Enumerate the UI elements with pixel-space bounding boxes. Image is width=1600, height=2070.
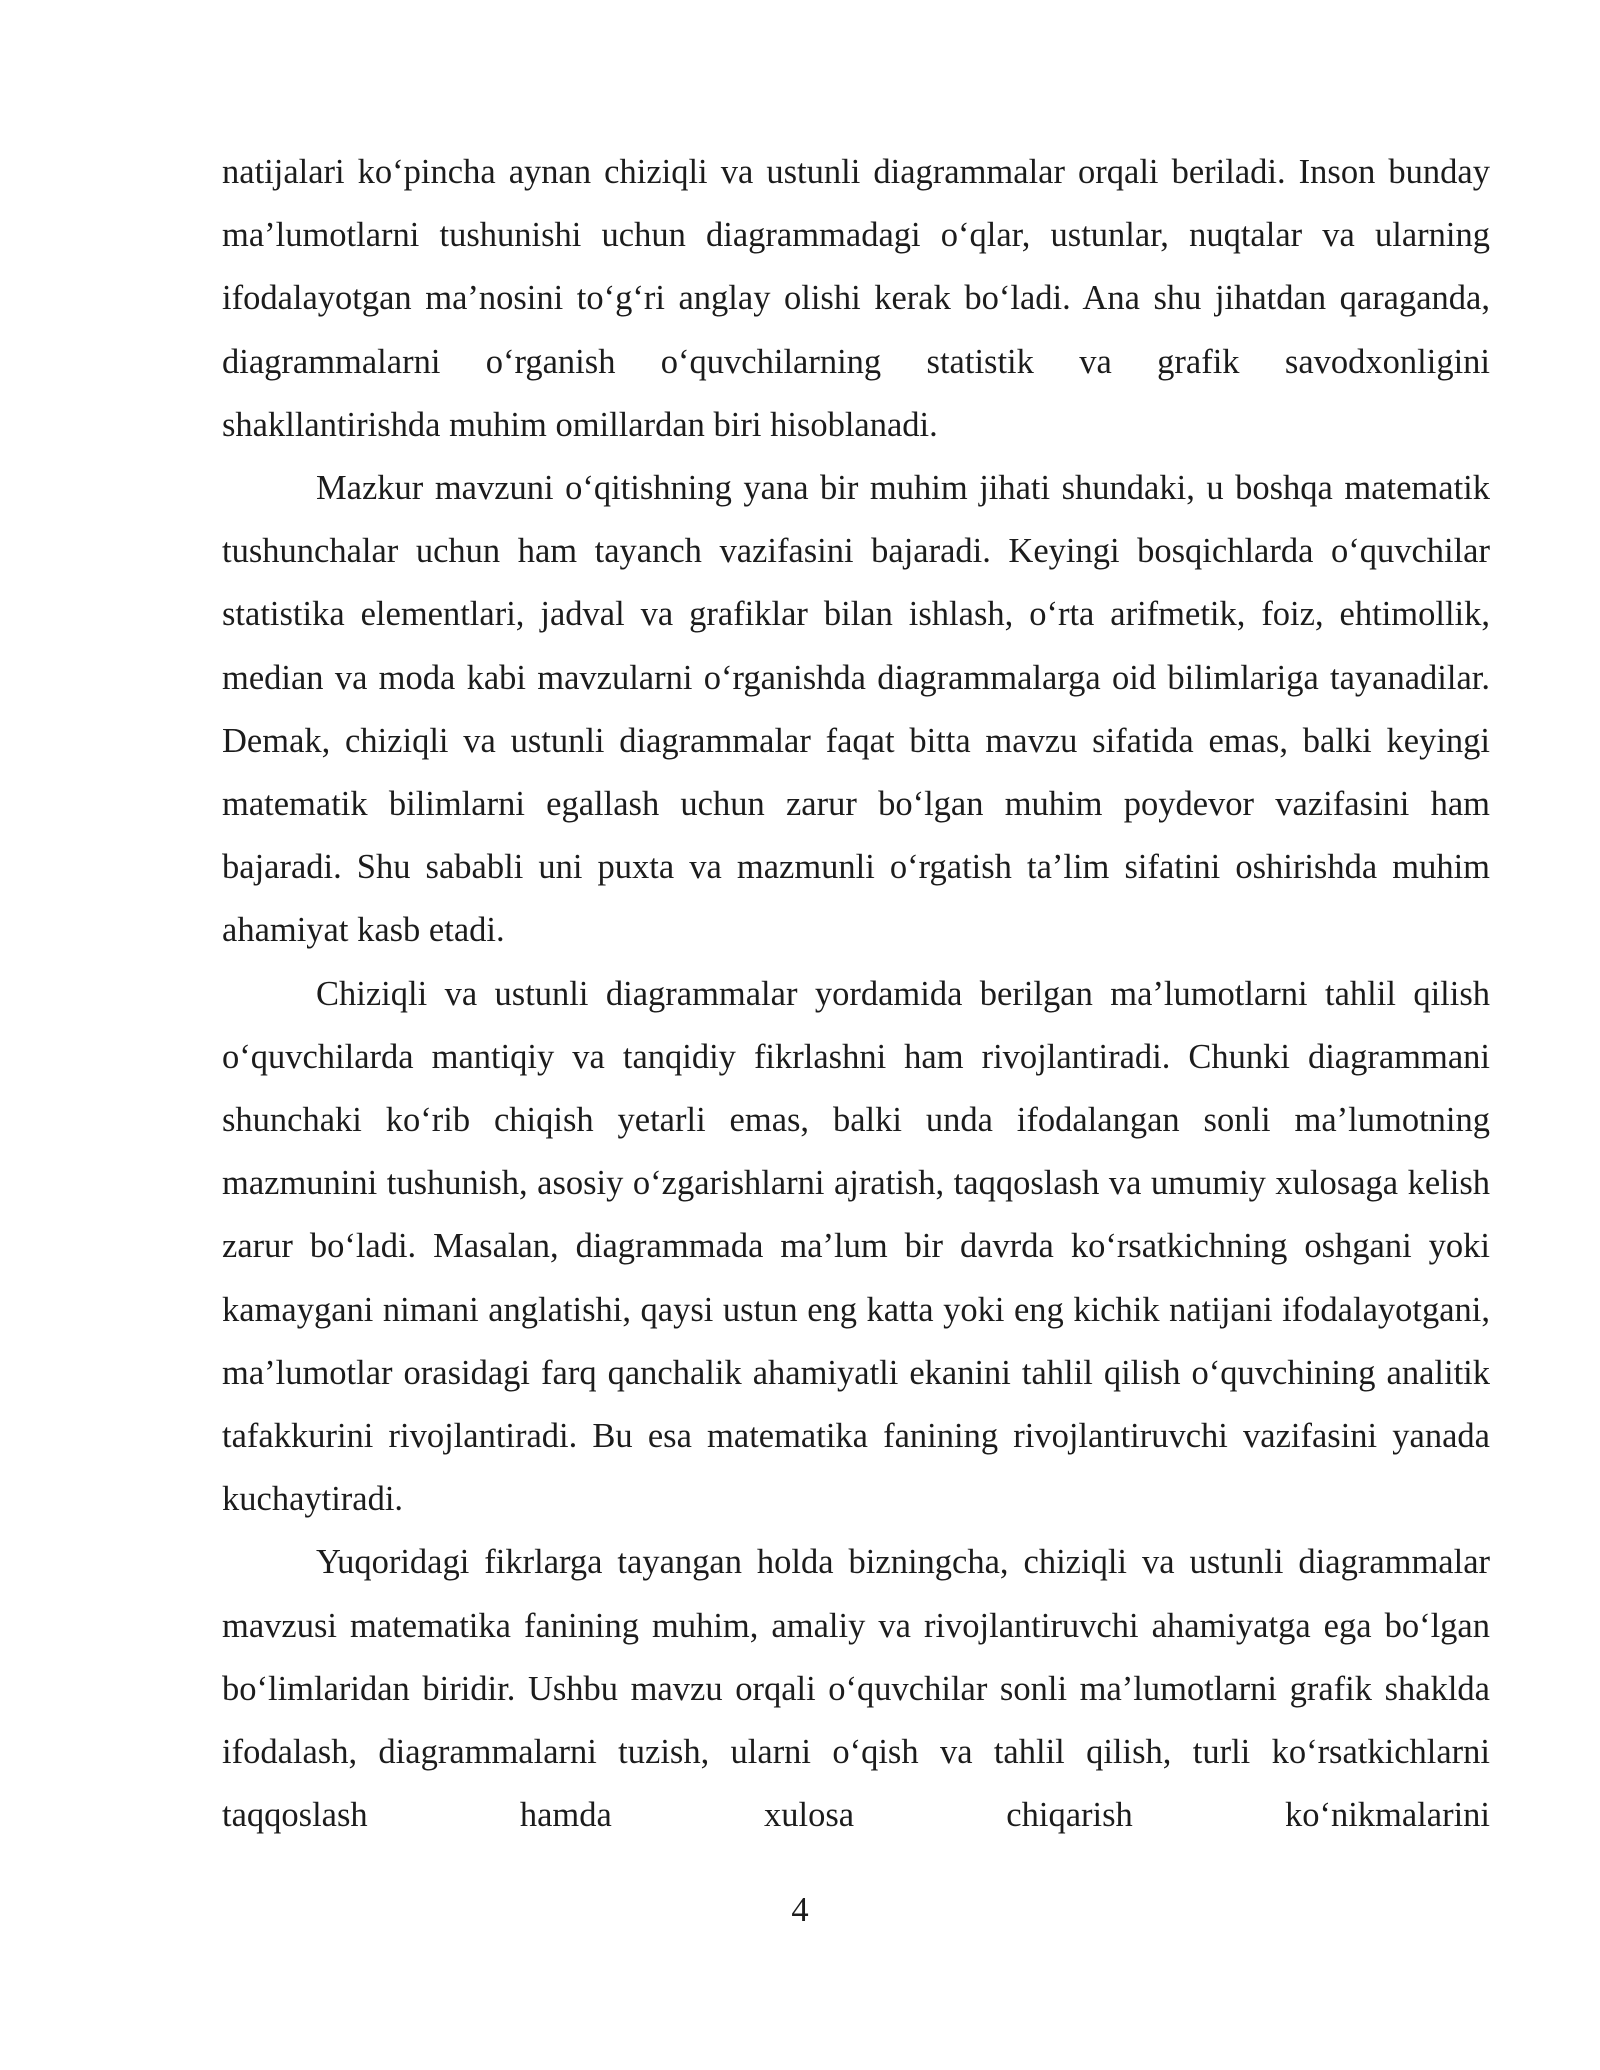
body-text — [222, 141, 1490, 1847]
paragraph-3: Chiziqli va ustunli diagrammalar yordamida berilgan ma’lumotlarni tahlil qilish o‘quvchilarda mantiqiy va tanqidiy fikrlashni ham rivojlantiradi. Chunki diagrammani shunchaki ko‘rib chiqish yetarli emas, balki unda ifodalangan sonli ma’lumotning mazmunini tushunish, asosiy o‘zgarishlarni ajratish, taqqoslash va umumiy xulosaga kelish zarur bo‘ladi. Masalan, diagrammada ma’lum bir davrda ko‘rsatkichning oshgani yoki kamaygani nimani anglatishi, qaysi ustun eng katta yoki eng kichik natijani ifodalayotgani, ma’lumotlar orasidagi farq qanchalik ahamiyatli ekanini tahlil qilish o‘quvchining analitik tafakkurini rivojlantiradi. Bu esa matematika fanining rivojlantiruvchi vazifasini yanada kuchaytiradi. — [222, 974, 1490, 1519]
page-number: 4 — [791, 1891, 809, 1929]
paragraph-2: Mazkur mavzuni o‘qitishning yana bir muhim jihati shundaki, u boshqa matematik tushunchalar uchun ham tayanch vazifasini bajaradi. Keyingi bosqichlarda o‘quvchilar statistika elementlari, jadval va grafiklar bilan ishlash, o‘rta arifmetik, foiz, ehtimollik, median va moda kabi mavzularni o‘rganishda diagrammalarga oid bilimlariga tayanadilar. Demak, chiziqli va ustunli diagrammalar faqat bitta mavzu sifatida emas, balki keyingi matematik bilimlarni egallash uchun zarur bo‘lgan muhim poydevor vazifasini ham bajaradi. Shu sababli uni puxta va mazmunli o‘rgatish ta’lim sifatini oshirishda muhim ahamiyat kasb etadi. — [222, 469, 1490, 950]
paragraph-4: Yuqoridagi fikrlarga tayangan holda bizningcha, chiziqli va ustunli diagrammalar mavzusi matematika fanining muhim, amaliy va rivojlantiruvchi ahamiyatga ega bo‘lgan bo‘limlaridan biridir. Ushbu mavzu orqali o‘quvchilar sonli ma’lumotlarni grafik shaklda ifodalash, diagrammalarni tuzish, ularni o‘qish va tahlil qilish, turli ko‘rsatkichlarni taqqoslash hamda xulosa chiqarish ko‘nikmalarini — [222, 1543, 1490, 1835]
paragraph-1: natijalari ko‘pincha aynan chiziqli va ustunli diagrammalar orqali beriladi. Inson bunday ma’lumotlarni tushunishi uchun diagrammadagi o‘qlar, ustunlar, nuqtalar va ularning ifodalayotgan ma’nosini to‘g‘ri anglay olishi kerak bo‘ladi. Ana shu jihatdan qaraganda, diagrammalarni o‘rganish o‘quvchilarning statistik va grafik savodxonligini shakllantirishda muhim omillardan biri hisoblanadi. — [222, 153, 1490, 444]
